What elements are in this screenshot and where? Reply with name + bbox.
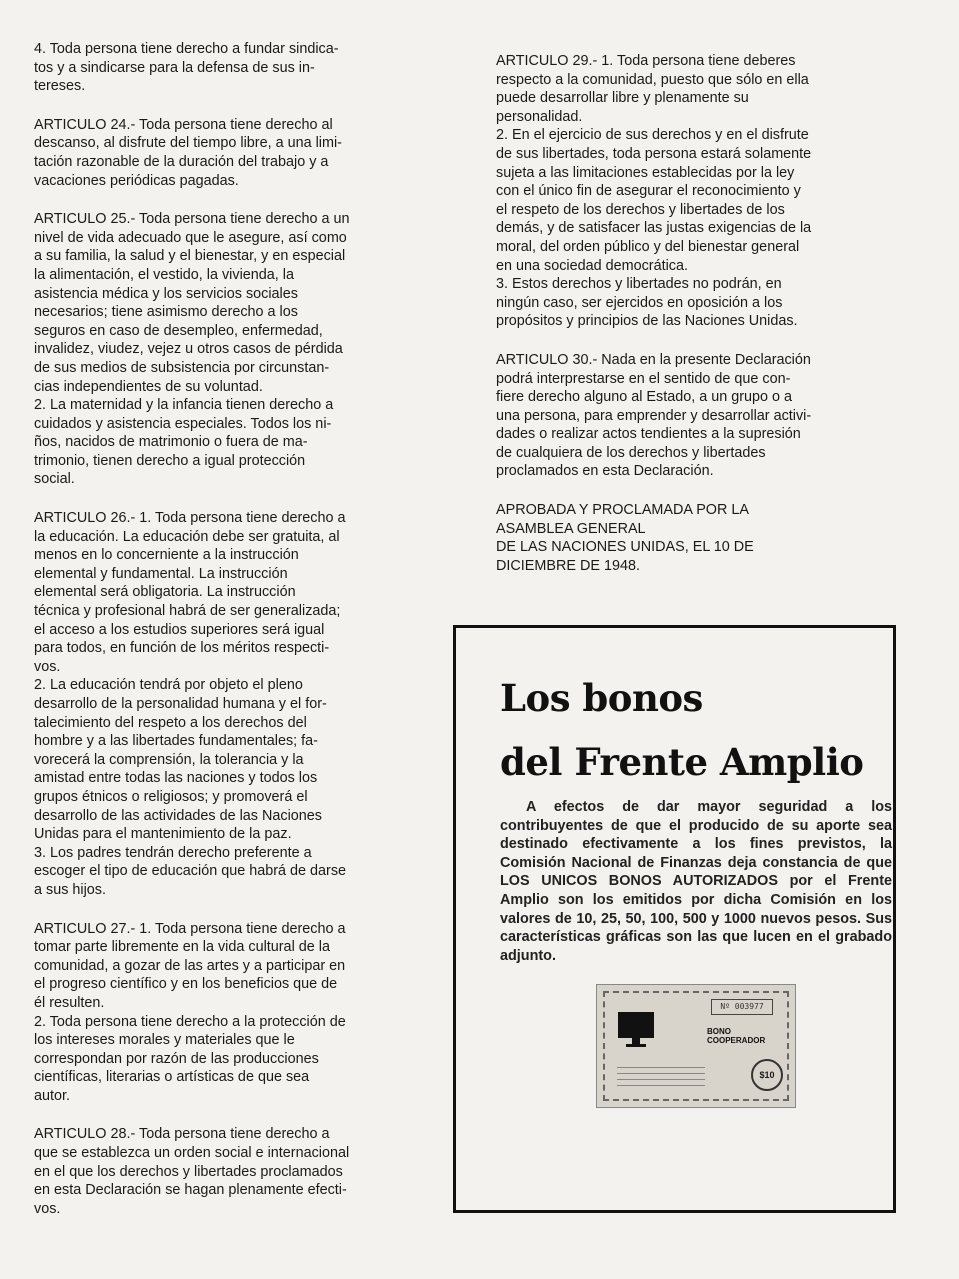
text-line: dades o realizar actos tendientes a la supresión: [496, 426, 801, 443]
text-line: 2. En el ejercicio de sus derechos y en el disfrute: [496, 127, 809, 144]
text-line: comunidad, a gozar de las artes y a participar en: [34, 957, 346, 974]
text-line: tereses.: [34, 78, 86, 95]
text-line: cuidados y asistencia especiales. Todos los ni-: [34, 415, 332, 432]
text-line: ARTICULO 28.- Toda persona tiene derecho a: [34, 1126, 330, 1143]
text-line: los intereses morales y materiales que le: [34, 1032, 295, 1049]
article-paragraph: [34, 1125, 422, 1218]
text-line: vacaciones periódicas pagadas.: [34, 172, 239, 189]
text-line: ARTICULO 24.- Toda persona tiene derecho al: [34, 116, 333, 133]
text-line: trimonio, tienen derecho a igual protección: [34, 452, 306, 469]
article-paragraph: [34, 509, 422, 899]
notice-title-line2: del Frente Amplio: [500, 740, 864, 784]
text-line: ASAMBLEA GENERAL: [496, 520, 646, 537]
text-line: correspondan por razón de las producciones: [34, 1050, 319, 1067]
text-line: escoger el tipo de educación que habrá de darse: [34, 863, 347, 880]
text-line: elemental será obligatoria. La instrucción: [34, 584, 296, 601]
bond-image: [596, 984, 796, 1108]
text-line: ningún caso, ser ejercidos en oposición a los: [496, 294, 783, 311]
text-line: fiere derecho alguno al Estado, a un grupo o a: [496, 389, 793, 406]
text-line: vos.: [34, 1200, 61, 1217]
text-line: talecimiento del respeto a los derechos del: [34, 714, 307, 731]
text-line: menos en lo concerniente a la instrucción: [34, 547, 299, 564]
text-line: puede desarrollar libre y plenamente su: [496, 90, 749, 107]
text-line: tomar parte libremente en la vida cultural de la: [34, 939, 330, 956]
bond-serial: Nº 003977: [711, 999, 773, 1015]
text-line: respecto a la comunidad, puesto que sólo en ella: [496, 71, 809, 88]
text-line: de sus medios de subsistencia por circunstan-: [34, 359, 330, 376]
text-line: personalidad.: [496, 108, 583, 125]
text-line: Unidas para el mantenimiento de la paz.: [34, 826, 292, 843]
text-line: nivel de vida adecuado que le asegure, así como: [34, 229, 347, 246]
text-line: 4. Toda persona tiene derecho a fundar sindica-: [34, 41, 339, 57]
text-line: demás, y de satisfacer las justas exigencias de la: [496, 220, 812, 237]
text-line: propósitos y principios de las Naciones Unidas.: [496, 313, 798, 330]
text-line: asistencia médica y los servicios sociales: [34, 285, 298, 302]
bond-value: $10: [751, 1059, 783, 1091]
text-line: 2. La maternidad y la infancia tienen derecho a: [34, 397, 334, 414]
text-line: DICIEMBRE DE 1948.: [496, 557, 640, 574]
text-line: él resulten.: [34, 994, 105, 1011]
text-line: social.: [34, 471, 75, 488]
text-line: ños, nacidos de matrimonio o fuera de ma-: [34, 434, 308, 451]
text-line: descanso, al disfrute del tiempo libre, a una limi-: [34, 135, 342, 152]
text-line: con el único fin de asegurar el reconocimiento y: [496, 183, 801, 200]
text-line: necesarios; tiene asimismo derecho a los: [34, 304, 298, 321]
text-line: vos.: [34, 658, 61, 675]
article-paragraph: [34, 210, 422, 489]
notice-title-line1: Los bonos: [500, 676, 703, 720]
text-line: a su familia, la salud y el bienestar, y en especial: [34, 248, 346, 265]
text-line: el progreso científico y en los beneficios que de: [34, 976, 338, 993]
text-line: 2. Toda persona tiene derecho a la protección de: [34, 1013, 346, 1030]
frente-amplio-notice: [453, 625, 896, 1213]
text-line: proclamados en esta Declaración.: [496, 463, 714, 480]
article-paragraph: [34, 116, 422, 190]
article-paragraph: [496, 351, 882, 481]
text-line: grupos étnicos o religiosos; y promoverá el: [34, 788, 308, 805]
text-line: ARTICULO 25.- Toda persona tiene derecho a un: [34, 211, 350, 228]
text-line: científicas, literarias o artísticas de que sea: [34, 1069, 310, 1086]
notice-text: A efectos de dar mayor seguridad a los contribuyentes de que el producido de su aporte sea destinado efectivamente a los fines previstos, la Comisión Nacional de Finanzas deja constancia de que LOS UNICOS BONOS AUTORIZADOS por el Frente Amplio son los emitidos por dicha Comisión en los valores de 10, 25, 50, 100, 500 y 1000 nuevos pesos. Sus características gráficas son las que lucen en el grabado adjunto.: [500, 799, 892, 964]
bond-label: BONO COOPERADOR: [707, 1027, 766, 1045]
text-line: tos y a sindicarse para la defensa de sus in-: [34, 59, 315, 76]
text-line: desarrollo de las actividades de las Naciones: [34, 807, 322, 824]
text-line: 3. Los padres tendrán derecho preferente a: [34, 844, 312, 861]
text-line: vorecerá la comprensión, la tolerancia y la: [34, 751, 304, 768]
text-line: tación razonable de la duración del trabajo y a: [34, 153, 329, 170]
notice-title: [500, 666, 880, 794]
text-line: en una sociedad democrática.: [496, 257, 688, 274]
text-line: cias independientes de su voluntad.: [34, 378, 263, 395]
text-line: moral, del orden público y del bienestar general: [496, 238, 800, 255]
text-line: ARTICULO 29.- 1. Toda persona tiene deberes: [496, 53, 796, 69]
text-line: 3. Estos derechos y libertades no podrán, en: [496, 276, 782, 293]
text-line: elemental y fundamental. La instrucción: [34, 565, 288, 582]
text-line: APROBADA Y PROCLAMADA POR LA: [496, 502, 749, 519]
text-line: la educación. La educación debe ser gratuita, al: [34, 528, 340, 545]
text-line: en esta Declaración se hagan plenamente efecti-: [34, 1182, 347, 1199]
text-line: invalidez, viudez, vejez u otros casos de pérdida: [34, 341, 343, 358]
text-line: podrá interprestarse en el sentido de que con-: [496, 370, 791, 387]
text-line: autor.: [34, 1087, 71, 1104]
text-line: ARTICULO 30.- Nada en la presente Declaración: [496, 351, 811, 368]
text-line: en el que los derechos y libertades proclamados: [34, 1163, 343, 1180]
text-line: el acceso a los estudios superiores será igual: [34, 621, 325, 638]
right-column: [496, 52, 882, 595]
article-paragraph: [34, 920, 422, 1106]
text-line: DE LAS NACIONES UNIDAS, EL 10 DE: [496, 539, 754, 556]
text-line: amistad entre todas las naciones y todos los: [34, 770, 318, 787]
text-line: de cualquiera de los derechos y libertades: [496, 444, 766, 461]
text-line: de sus libertades, toda persona estará solamente: [496, 145, 812, 162]
text-line: ARTICULO 26.- 1. Toda persona tiene derecho a: [34, 510, 346, 527]
text-line: la alimentación, el vestido, la vivienda, la: [34, 266, 294, 283]
text-line: 2. La educación tendrá por objeto el pleno: [34, 677, 303, 694]
text-line: una persona, para emprender y desarrollar activi-: [496, 407, 812, 424]
article-paragraph: [496, 501, 882, 575]
text-line: desarrollo de la personalidad humana y el for-: [34, 696, 327, 712]
bond-text-lines: [617, 1067, 705, 1091]
article-paragraph: [34, 40, 422, 96]
text-line: técnica y profesional habrá de ser generalizada;: [34, 603, 341, 620]
text-line: para todos, en función de los méritos respecti-: [34, 640, 330, 657]
text-line: a sus hijos.: [34, 881, 106, 898]
text-line: ARTICULO 27.- 1. Toda persona tiene derecho a: [34, 920, 346, 937]
text-line: hombre y a las libertades fundamentales; fa-: [34, 733, 318, 750]
left-column: [34, 40, 422, 1238]
text-line: sujeta a las limitaciones establecidas por la ley: [496, 164, 795, 181]
frente-amplio-emblem-icon: [617, 1011, 655, 1047]
article-paragraph: [496, 52, 882, 331]
text-line: el respeto de los derechos y libertades de los: [496, 201, 785, 218]
text-line: seguros en caso de desempleo, enfermedad,: [34, 322, 323, 339]
text-line: que se establezca un orden social e internacional: [34, 1145, 350, 1162]
